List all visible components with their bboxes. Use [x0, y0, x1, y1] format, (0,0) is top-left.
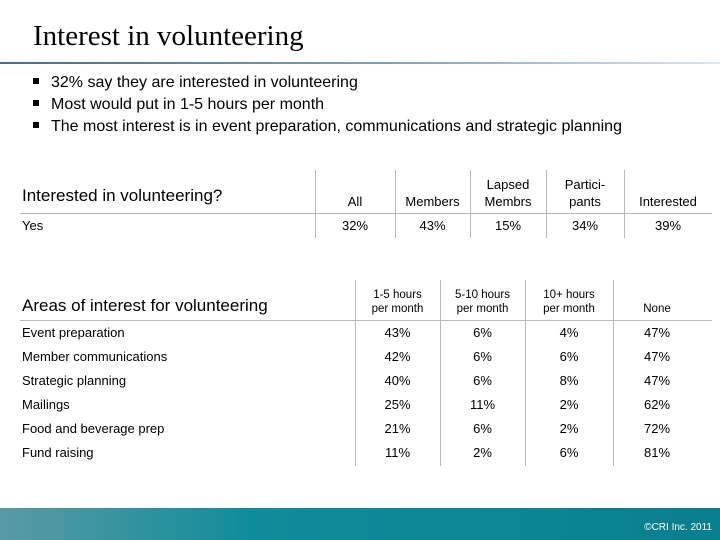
- table2-cell: 47%: [643, 373, 671, 388]
- table1-col-lapsed: Lapsed Membrs: [484, 177, 532, 209]
- table2-cell: 6%: [473, 349, 492, 364]
- table2-row-label: Fund raising: [22, 445, 94, 460]
- table2-cell: 8%: [559, 373, 579, 388]
- table2-row-label: Strategic planning: [22, 373, 127, 388]
- table2-col-10-plus-hours: 10+ hours per month: [543, 289, 595, 315]
- table2-cell: 2%: [559, 397, 579, 412]
- table2-cell: 21%: [384, 421, 411, 436]
- table2-cell: 81%: [643, 445, 671, 460]
- table2-row-label: Mailings: [22, 397, 70, 412]
- table2-cell: 6%: [559, 349, 579, 364]
- table1-cell: 43%: [419, 218, 446, 233]
- footer-bar: [0, 508, 720, 540]
- table2-col-5-10-hours: 5-10 hours per month: [455, 289, 510, 315]
- table1-col-participants: Partici- pants: [564, 177, 606, 209]
- table2-cell: 42%: [384, 349, 411, 364]
- bullet-square-icon: [33, 100, 39, 106]
- bullet-item: Most would put in 1-5 hours per month: [33, 94, 622, 116]
- bullet-square-icon: [33, 78, 39, 84]
- table2-cell: 11%: [384, 445, 411, 460]
- table2-row-label: Food and beverage prep: [22, 421, 165, 436]
- table2-cell: 40%: [384, 373, 411, 388]
- table1-col-all: All: [347, 194, 363, 209]
- bullet-item: The most interest is in event preparation, communications and strategic planning: [33, 116, 622, 138]
- table2-row-label: Member communications: [22, 349, 168, 364]
- table1-header: Interested in volunteering?: [22, 186, 223, 205]
- table1-cell: 32%: [341, 218, 369, 233]
- table2-cell: 2%: [473, 445, 492, 460]
- table2-cell: 62%: [643, 397, 671, 412]
- table2-cell: 6%: [473, 325, 492, 340]
- table1-cell: 15%: [494, 218, 522, 233]
- table2-cell: 6%: [473, 421, 492, 436]
- table2-cell: 43%: [384, 325, 411, 340]
- header-divider: [20, 320, 712, 321]
- table1-cell: 34%: [571, 218, 599, 233]
- table2-col-none: None: [643, 303, 671, 315]
- copyright-text: ©CRI Inc. 2011: [644, 522, 712, 533]
- slide-title: Interest in volunteering: [33, 20, 304, 52]
- title-underline: [0, 62, 720, 64]
- bullet-square-icon: [33, 122, 39, 128]
- table2-cell: 2%: [559, 421, 579, 436]
- table2-header: Areas of interest for volunteering: [22, 296, 268, 315]
- table2-cell: 11%: [469, 397, 496, 412]
- table2-cell: 6%: [559, 445, 579, 460]
- table2-col-1-5-hours: 1-5 hours per month: [371, 289, 424, 315]
- table2-cell: 72%: [643, 421, 671, 436]
- table2-row-label: Event preparation: [22, 325, 125, 340]
- header-divider: [20, 213, 712, 214]
- table2-cell: 25%: [384, 397, 411, 412]
- table2-cell: 6%: [473, 373, 492, 388]
- bullet-list: [33, 72, 622, 138]
- table2-cell: 4%: [559, 325, 579, 340]
- table1-col-members: Members: [405, 194, 460, 209]
- bullet-item: 32% say they are interested in volunteering: [33, 72, 622, 94]
- table2-cell: 47%: [643, 349, 671, 364]
- table1-row-label: Yes: [22, 218, 44, 233]
- table1-cell: 39%: [654, 218, 682, 233]
- table2-cell: 47%: [643, 325, 671, 340]
- table1-col-interested: Interested: [639, 194, 697, 209]
